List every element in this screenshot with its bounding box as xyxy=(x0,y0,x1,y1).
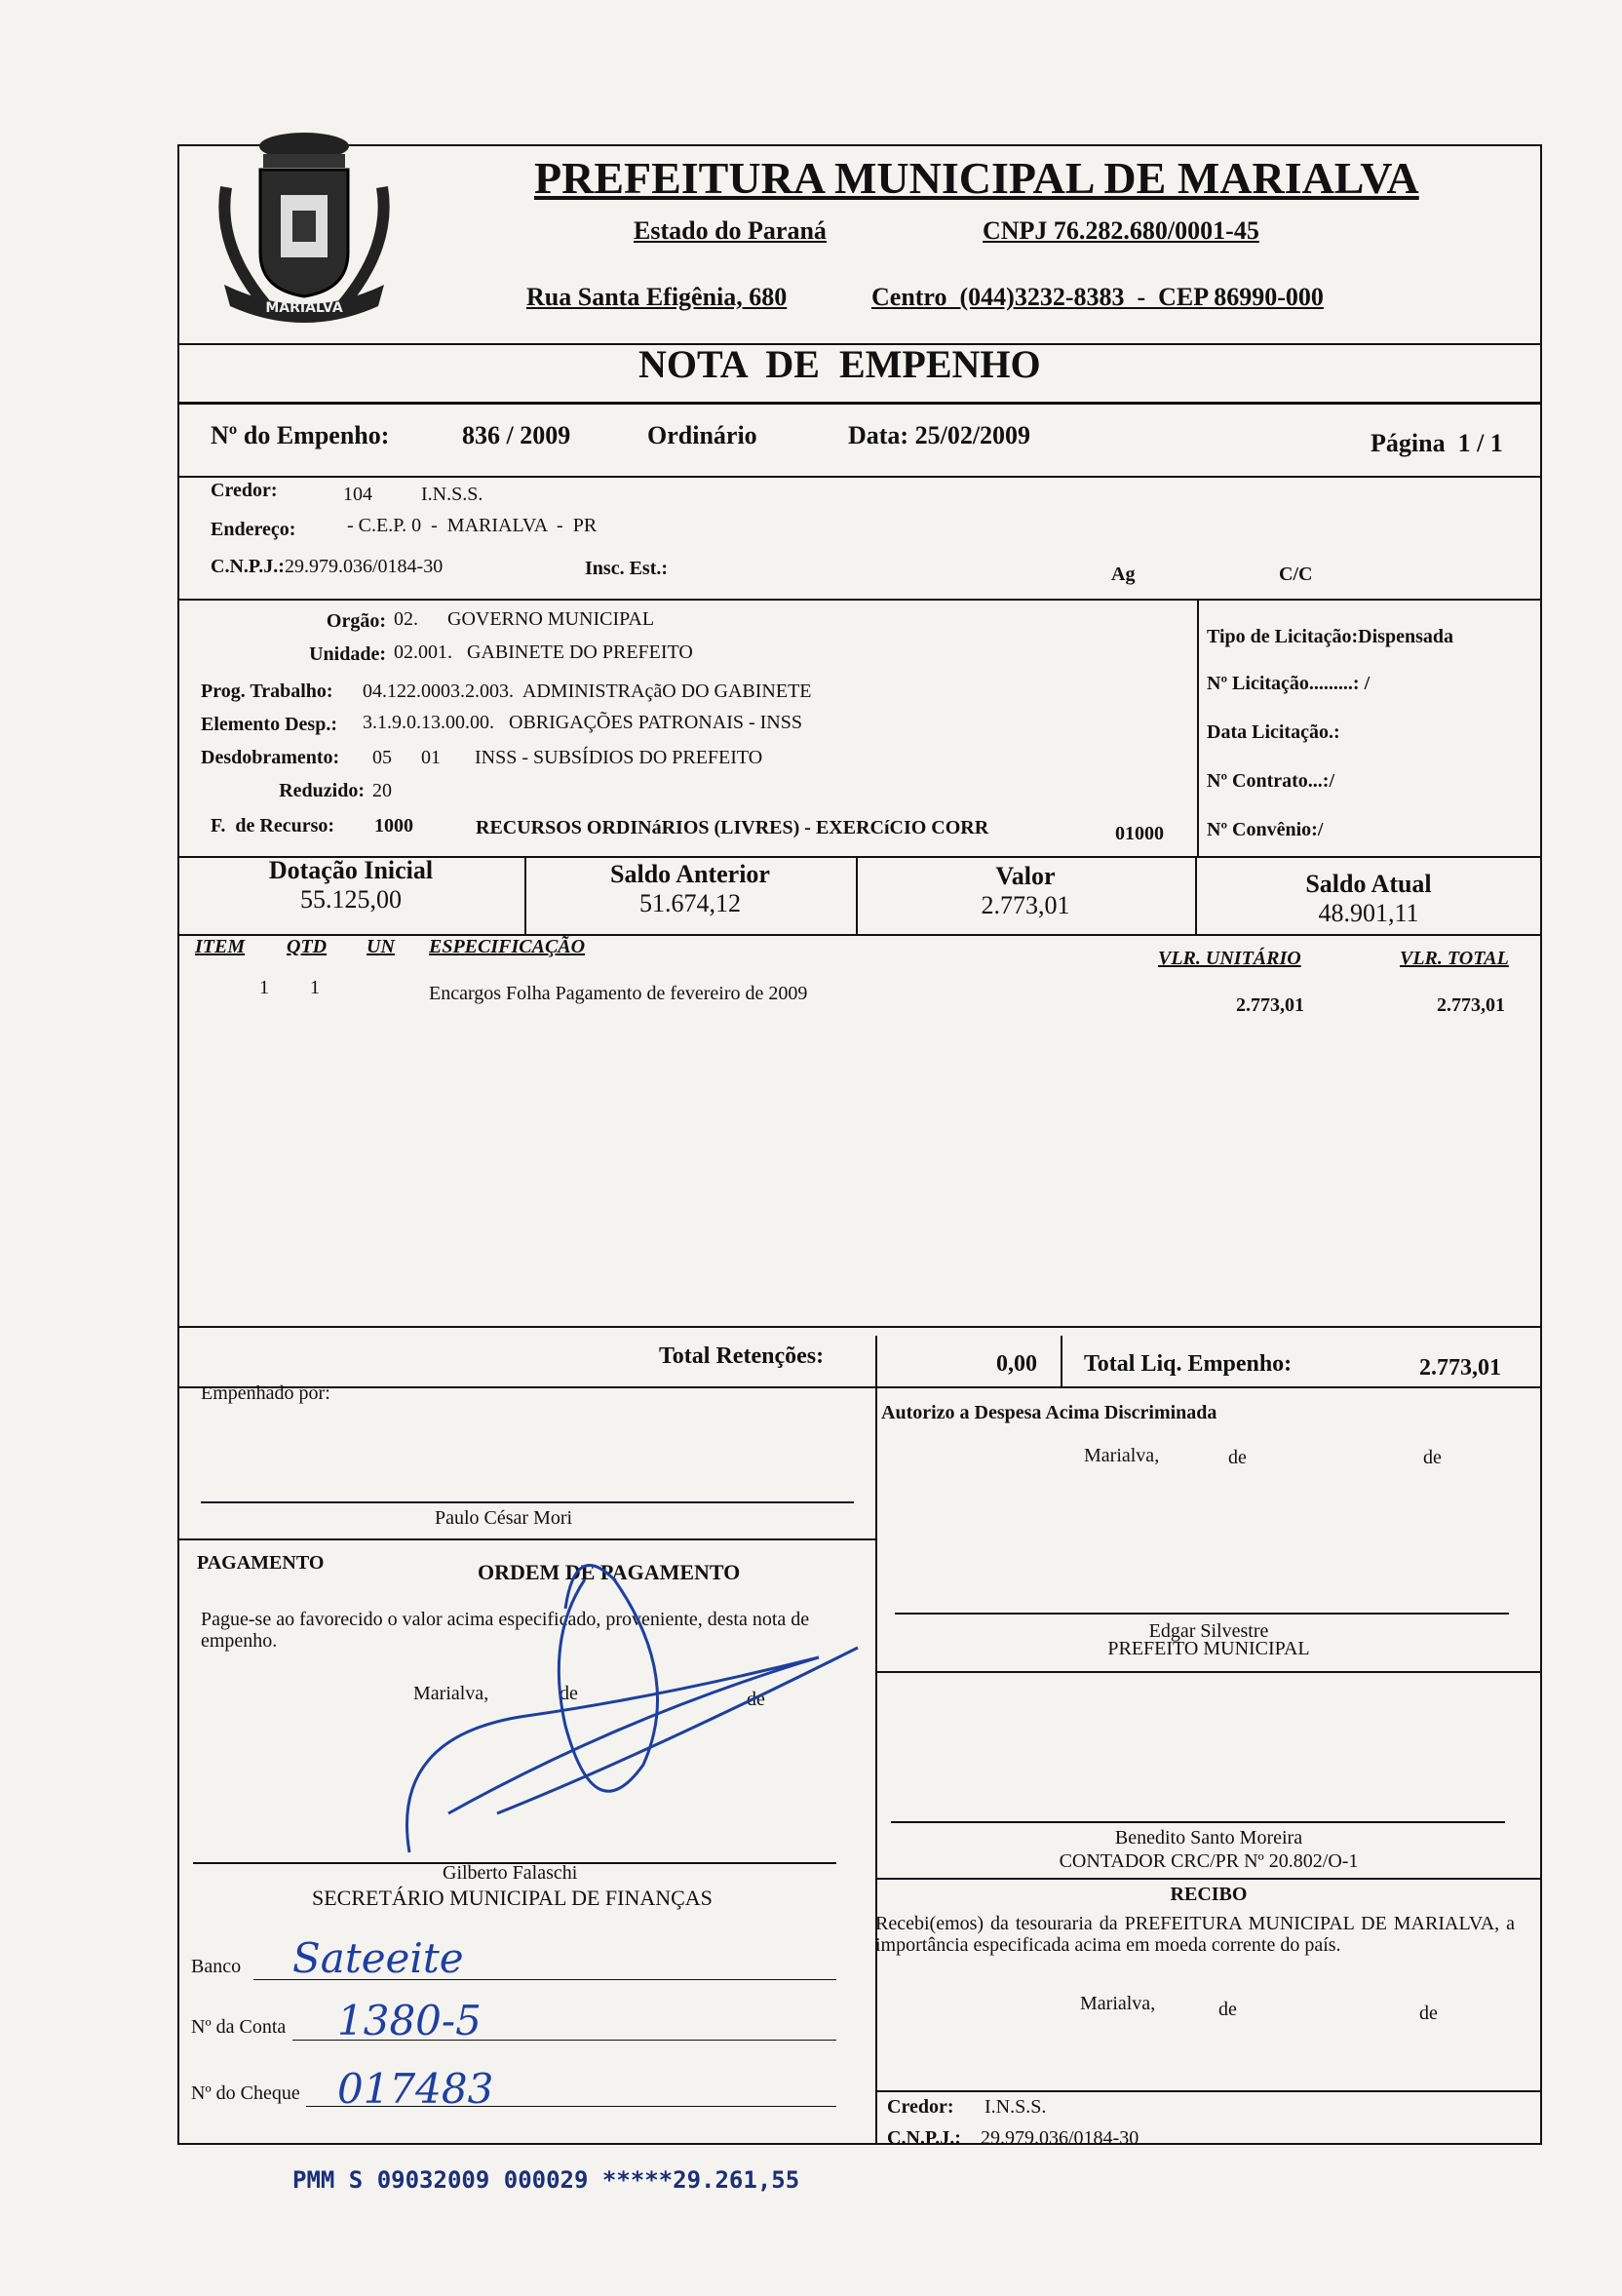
orgao-label: Orgão: xyxy=(326,610,386,632)
reduzido-label: Reduzido: xyxy=(279,780,365,801)
numero-convenio: Nº Convênio:/ xyxy=(1207,819,1324,840)
prefeito-role: PREFEITO MUNICIPAL xyxy=(1107,1638,1310,1659)
pagamento-de-2: de xyxy=(747,1689,765,1710)
recurso-code: 1000 xyxy=(374,815,413,837)
header-contact: Centro (044)3232-8383 - CEP 86990-000 xyxy=(871,283,1324,311)
col-header-qtd: QTD xyxy=(287,936,328,957)
numero-licitacao: Nº Licitação.........: / xyxy=(1207,673,1371,694)
pagamento-label: PAGAMENTO xyxy=(197,1552,325,1574)
saldo-atual-label: Saldo Atual xyxy=(1305,870,1432,898)
svg-text:MARIALVA: MARIALVA xyxy=(265,300,343,316)
empenhado-name: Paulo César Mori xyxy=(435,1507,573,1529)
ordem-pagamento-title: ORDEM DE PAGAMENTO xyxy=(478,1560,741,1584)
recibo-de-1: de xyxy=(1218,1999,1237,2020)
prog-trabalho-label: Prog. Trabalho: xyxy=(201,681,333,702)
banco-handwritten: Sateeite xyxy=(292,1934,464,1982)
col-header-spec: ESPECIFICAÇÃO xyxy=(429,936,586,957)
col-header-un: UN xyxy=(367,936,395,957)
contador-name: Benedito Santo Moreira xyxy=(1114,1827,1303,1848)
desdobramento-value: 05 01 INSS - SUBSÍDIOS DO PREFEITO xyxy=(372,747,763,768)
recibo-city: Marialva, xyxy=(1080,1993,1156,2014)
header-address: Rua Santa Efigênia, 680 xyxy=(526,283,788,311)
header-cnpj: CNPJ 76.282.680/0001-45 xyxy=(983,216,1259,245)
contador-role: CONTADOR CRC/PR Nº 20.802/O-1 xyxy=(1059,1850,1359,1872)
empenho-date: Data: 25/02/2009 xyxy=(848,421,1031,449)
pagamento-de-1: de xyxy=(560,1683,578,1704)
tipo-licitacao: Tipo de Licitação:Dispensada xyxy=(1207,626,1453,647)
saldo-anterior-value: 51.674,12 xyxy=(639,889,741,917)
pagamento-city: Marialva, xyxy=(413,1683,489,1704)
credor-name: I.N.S.S. xyxy=(421,484,483,505)
cheque-handwritten: 017483 xyxy=(337,2065,494,2113)
row-specification: Encargos Folha Pagamento de fevereiro de 2009 xyxy=(429,983,808,1004)
ag-label: Ag xyxy=(1111,564,1136,585)
unidade-label: Unidade: xyxy=(309,643,386,665)
header-state: Estado do Paraná xyxy=(634,216,827,245)
credor-code: 104 xyxy=(343,484,372,505)
address-label: Endereço: xyxy=(211,519,296,540)
conta-label: Nº da Conta xyxy=(191,2016,287,2038)
dotacao-inicial-label: Dotação Inicial xyxy=(268,856,434,884)
row-unit-price: 2.773,01 xyxy=(1236,994,1304,1016)
recibo-de-2: de xyxy=(1419,2003,1438,2024)
recibo-text: Recebi(emos) da tesouraria da PREFEITURA MUNICIPAL DE MARIALVA, a importância especificada acima em moeda corrente do país. xyxy=(875,1913,1515,1956)
insc-est-label: Insc. Est.: xyxy=(585,558,669,579)
col-header-total: VLR. TOTAL xyxy=(1400,948,1509,969)
secretario-role: SECRETÁRIO MUNICIPAL DE FINANÇAS xyxy=(312,1886,713,1910)
elemento-label: Elemento Desp.: xyxy=(201,714,337,735)
recurso-code-2: 01000 xyxy=(1115,823,1164,844)
row-item: 1 xyxy=(259,977,269,998)
cheque-label: Nº do Cheque xyxy=(191,2082,300,2104)
municipal-crest-logo xyxy=(207,129,402,333)
payment-stamp: PMM S 09032009 000029 *****29.261,55 xyxy=(292,2166,800,2194)
liquido-label: Total Liq. Empenho: xyxy=(1084,1351,1293,1377)
prefeito-name: Edgar Silvestre xyxy=(1148,1620,1269,1642)
pagamento-text: Pague-se ao favorecido o valor acima especificado, proveniente, desta nota de empenho. xyxy=(201,1609,810,1652)
address-value: - C.E.P. 0 - MARIALVA - PR xyxy=(347,515,598,536)
recibo-credor-label: Credor: xyxy=(887,2096,954,2118)
conta-handwritten: 1380-5 xyxy=(337,1997,482,2044)
recibo-title: RECIBO xyxy=(1170,1884,1248,1905)
banco-label: Banco xyxy=(191,1956,242,1977)
cnpj-value: 29.979.036/0184-30 xyxy=(285,556,444,577)
liquido-value: 2.773,01 xyxy=(1419,1355,1501,1381)
credor-label: Credor: xyxy=(211,480,278,501)
col-header-item: ITEM xyxy=(195,936,246,957)
data-licitacao: Data Licitação.: xyxy=(1207,721,1340,743)
recurso-description: RECURSOS ORDINáRIOS (LIVRES) - EXERCíCIO CORR xyxy=(476,817,989,838)
autorizo-text: Autorizo a Despesa Acima Discriminada xyxy=(881,1402,1217,1423)
recibo-cnpj-value: 29.979.036/0184-30 xyxy=(981,2127,1139,2149)
recurso-label: F. de Recurso: xyxy=(211,815,335,837)
saldo-atual-value: 48.901,11 xyxy=(1318,899,1419,927)
cnpj-label: C.N.P.J.: xyxy=(211,556,285,577)
recibo-cnpj-label: C.N.P.J.: xyxy=(887,2127,961,2149)
empenho-number-label: Nº do Empenho: xyxy=(211,421,390,449)
orgao-value: 02. GOVERNO MUNICIPAL xyxy=(394,608,655,630)
desdobramento-label: Desdobramento: xyxy=(201,747,340,768)
retencoes-label: Total Retenções: xyxy=(659,1343,825,1369)
valor-label: Valor xyxy=(995,862,1056,890)
row-qtd: 1 xyxy=(310,977,320,998)
autorizo-city: Marialva, xyxy=(1084,1445,1160,1466)
retencoes-value: 0,00 xyxy=(996,1351,1037,1377)
document-title: NOTA DE EMPENHO xyxy=(638,342,1041,386)
recibo-credor-value: I.N.S.S. xyxy=(985,2096,1047,2118)
page-number: Página 1 / 1 xyxy=(1371,429,1503,457)
secretario-name: Gilberto Falaschi xyxy=(443,1862,578,1884)
signature-scribble xyxy=(370,1560,877,1872)
empenho-number: 836 / 2009 xyxy=(462,421,571,449)
row-total: 2.773,01 xyxy=(1437,994,1505,1016)
valor-value: 2.773,01 xyxy=(981,891,1070,919)
autorizo-de-1: de xyxy=(1228,1447,1247,1468)
cc-label: C/C xyxy=(1279,564,1313,585)
unidade-value: 02.001. GABINETE DO PREFEITO xyxy=(394,642,693,663)
empenhado-label: Empenhado por: xyxy=(201,1382,330,1404)
header-title: PREFEITURA MUNICIPAL DE MARIALVA xyxy=(534,153,1419,203)
elemento-value: 3.1.9.0.13.00.00. OBRIGAÇÕES PATRONAIS - INSS xyxy=(363,712,802,733)
prog-trabalho-value: 04.122.0003.2.003. ADMINISTRAçãO DO GABINETE xyxy=(363,681,812,702)
saldo-anterior-label: Saldo Anterior xyxy=(610,860,770,888)
dotacao-inicial-value: 55.125,00 xyxy=(300,885,402,914)
empenho-type: Ordinário xyxy=(647,421,757,449)
reduzido-value: 20 xyxy=(372,780,392,801)
numero-contrato: Nº Contrato...:/ xyxy=(1207,770,1335,792)
autorizo-de-2: de xyxy=(1423,1447,1442,1468)
col-header-unit-price: VLR. UNITÁRIO xyxy=(1158,948,1301,969)
